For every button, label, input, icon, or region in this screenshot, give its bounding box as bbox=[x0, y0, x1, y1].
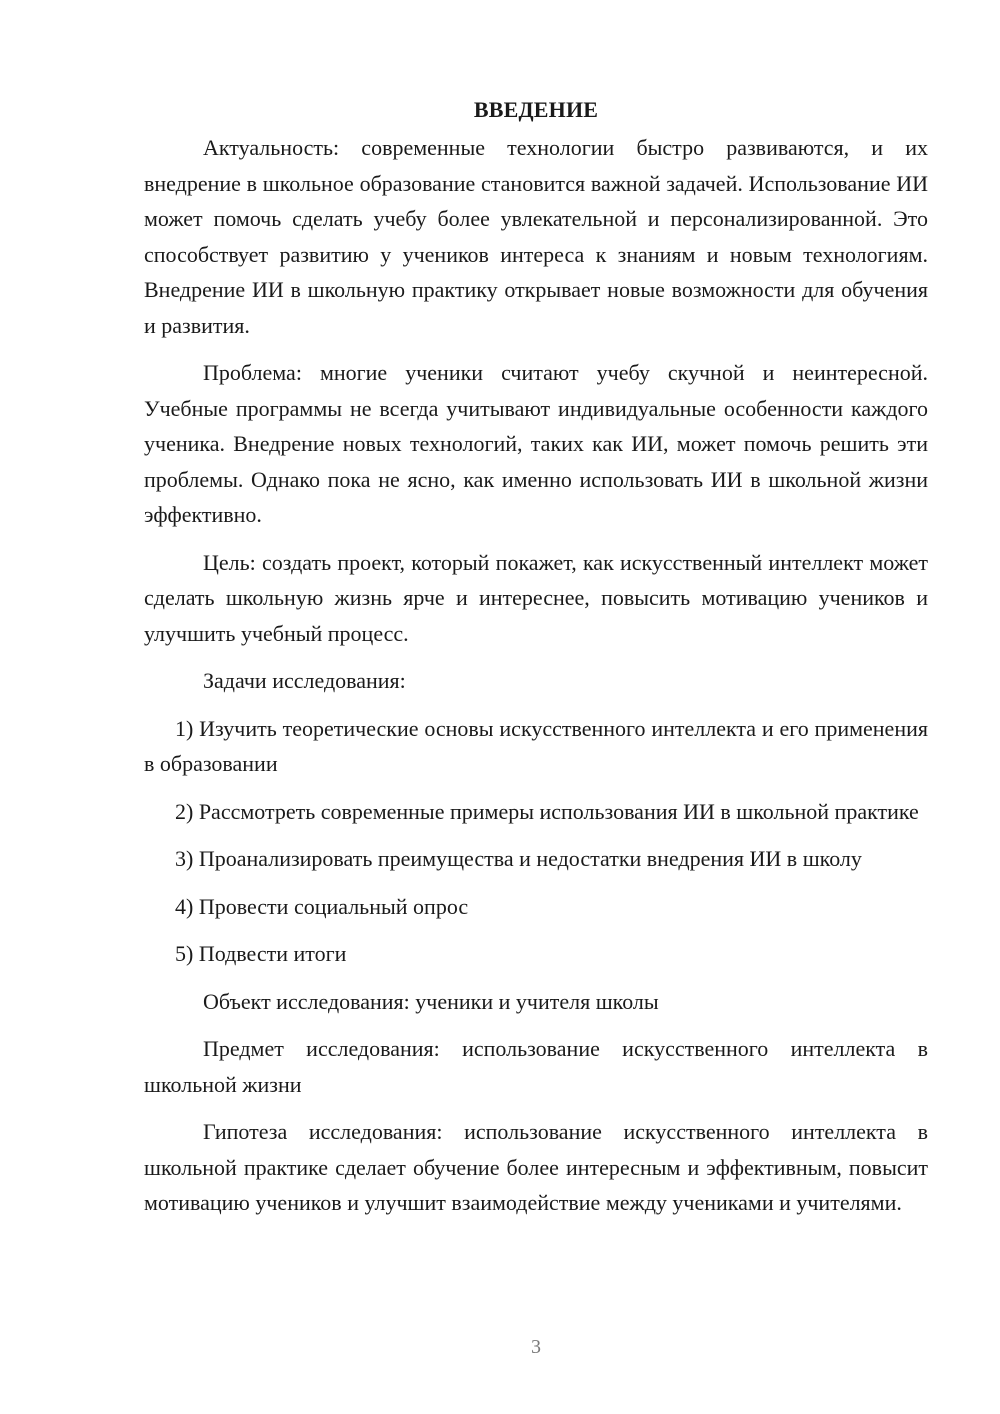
task-item-3: 3) Проанализировать преимущества и недостатки внедрения ИИ в школу bbox=[175, 846, 862, 871]
tasks-title: Задачи исследования: bbox=[203, 668, 406, 693]
task-item-1: 1) Изучить теоретические основы искусственного интеллекта и его применения в образовании bbox=[144, 715, 928, 776]
paragraph-object: Объект исследования: ученики и учителя школы bbox=[203, 988, 659, 1014]
task-item-2: 2) Рассмотреть современные примеры использования ИИ в школьной практике bbox=[175, 798, 919, 824]
paragraph-relevance: Актуальность: современные технологии быстро развиваются, и их внедрение в школьное образование становится важной задачей. Использование ИИ может помочь сделать учебу более увлекательной и персонализированной. Это способствует развитию у учеников интереса к знаниям и новым технологиям. Внедрение ИИ в школьную практику открывает новые возможности для обучения и развития. bbox=[144, 135, 928, 338]
task-item-5: 5) Подвести итоги bbox=[175, 941, 347, 966]
paragraph-subject: Предмет исследования: использование искусственного интеллекта в школьной жизни bbox=[144, 1036, 928, 1097]
task-item-4: 4) Провести социальный опрос bbox=[175, 893, 469, 919]
page-number: 3 bbox=[531, 1336, 541, 1358]
paragraph-hypothesis: Гипотеза исследования: использование искусственного интеллекта в школьной практике сделает обучение более интересным и эффективным, повысит мотивацию учеников и улучшит взаимодействие между учениками и учителями. bbox=[144, 1119, 928, 1215]
paragraph-goal: Цель: создать проект, который покажет, как искусственный интеллект может сделать школьную жизнь ярче и интереснее, повысить мотивацию учеников и улучшить учебный процесс. bbox=[144, 549, 928, 646]
section-heading: ВВЕДЕНИЕ bbox=[473, 97, 599, 122]
paragraph-problem: Проблема: многие ученики считают учебу скучной и неинтересной. Учебные программы не всегда учитывают индивидуальные особенности каждого ученика. Внедрение новых технологий, таких как ИИ, может помочь решить эти проблемы. Однако пока не ясно, как именно использовать ИИ в школьной жизни эффективно. bbox=[144, 360, 928, 527]
page-body bbox=[144, 92, 928, 1233]
